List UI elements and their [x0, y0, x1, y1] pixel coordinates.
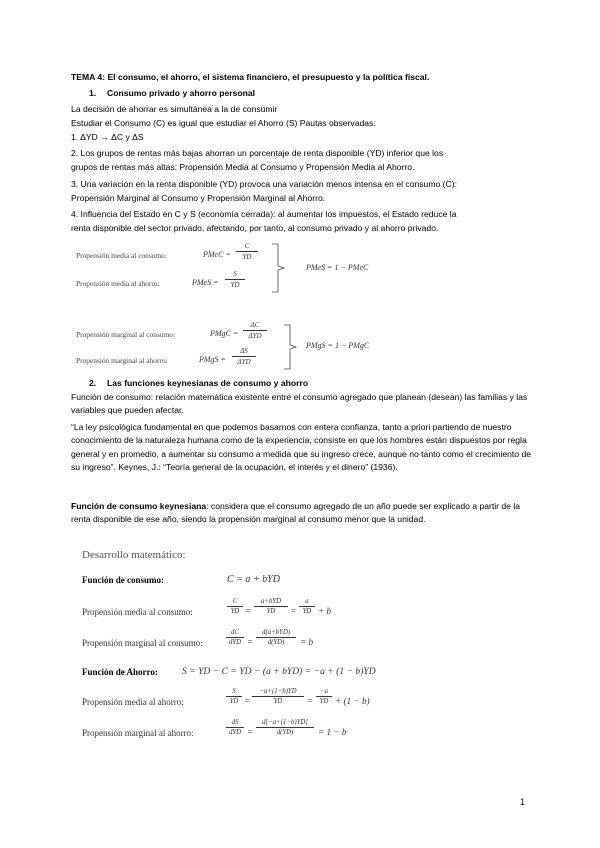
equals-sign: =	[247, 727, 254, 737]
pmes-fraction: S YD	[225, 270, 245, 289]
average-savings-label: Propensión media al ahorro:	[82, 697, 184, 707]
consumption-function-definition: Función de consumo: relación matemática existente entre el consumo agregado que planean (desean) las familias y las variables que pueden afectar.	[71, 392, 528, 416]
equals-sign: =	[307, 696, 314, 706]
paragraph-line: 3. Una variación en la renta disponible (YD) provoca una variación menos intensa en el consumo (C):	[71, 179, 457, 189]
equation-tail: + b	[318, 606, 332, 616]
fraction: dC dYD	[226, 629, 244, 646]
keynes-quote: “La ley psicológica fundamental en que podemos basarnos con entera confianza, tanto a priori partiendo de nuestro conocimiento de la naturaleza humana como de la experiencia, consiste en que los hombres están dispuestos por regla general y en promedio, a aumentar su consumo a medida que su ingreso crece, aunque no tanto como el crecimiento de su ingreso”. Keynes, J.: “Teoría general de la ocupación, el interés y el dinero” (1936).	[71, 422, 532, 473]
pmes-formula: PMeS =	[192, 278, 219, 287]
pmgs-fraction: ΔS ΔYD	[232, 347, 256, 366]
fraction: d[−a+(1−b)YD] d(YD)	[256, 719, 314, 736]
section-2-heading	[89, 377, 308, 390]
equals-sign: =	[244, 696, 251, 706]
paragraph-line: Estudiar el Consumo (C) es igual que estudiar el Ahorro (S) Pautas observadas:	[71, 118, 376, 128]
fraction: a YD	[299, 598, 315, 615]
pmgs-label: Propensión marginal al ahorro:	[76, 356, 168, 365]
keynesian-definition-term: Función de consumo keynesiana	[71, 501, 207, 511]
keynesian-definition	[71, 500, 541, 527]
section-2-number: 2.	[89, 378, 97, 388]
equals-sign: =	[290, 606, 297, 616]
pmes-result: PMeS = 1 − PMeC	[306, 263, 369, 272]
section-2-title: Las funciones keynesianas de consumo y ahorro	[107, 378, 309, 388]
equation-tail: + (1 − b)	[335, 696, 370, 706]
pmgc-formula: PMgC =	[210, 329, 239, 338]
marginal-savings-label: Propensión marginal al ahorro:	[82, 728, 194, 738]
pmgc-fraction: ΔC ΔYD	[243, 321, 267, 340]
paragraph-line: renta disponible del sector privado, afectando, por tanto, al consumo privado y al ahorro privado.	[71, 223, 439, 233]
section-1-number: 1.	[89, 88, 97, 98]
consumption-function-equation: C = a + bYD	[227, 574, 280, 585]
fraction: d(a+bYD) d(YD)	[256, 629, 296, 646]
keynesian-definition-text: : considera que el consumo agregado de un año puede ser explicado a partir de la renta disponible de ese año, siendo la propensión marginal al consumo menor que la unidad.	[71, 501, 521, 525]
paragraph-line: La decisión de ahorrar es simultánea a la de consumir	[71, 104, 278, 114]
equation-tail: = b	[300, 637, 314, 647]
paragraph-line: Propensión Marginal al Consumo y Propensión Marginal al Ahorro.	[71, 193, 326, 203]
savings-function-equation: S = YD − C = YD − (a + bYD) = −a + (1 − b)YD	[182, 666, 376, 677]
brace-icon	[270, 242, 288, 294]
page-title: TEMA 4: El consumo, el ahorro, el sistema financiero, el presupuesto y la política fiscal.	[71, 72, 430, 82]
fraction: a+bYD YD	[254, 598, 288, 615]
average-consumption-label: Propensión media al consumo:	[82, 607, 193, 617]
equals-sign: =	[245, 606, 252, 616]
fraction: −a YD	[316, 688, 332, 705]
page-number: 1	[520, 797, 526, 807]
pmes-label: Propensión media al ahorro:	[76, 279, 160, 288]
fraction: C YD	[227, 598, 243, 615]
equation-tail: = 1 − b	[318, 727, 347, 737]
paragraph-line: grupos de rentas más altas: Propensión Media al Consumo y Propensión Media al Ahorro.	[71, 162, 415, 172]
math-heading: Desarrollo matemático:	[82, 549, 186, 561]
pmgc-label: Propensión marginal al consumo:	[76, 330, 176, 339]
fraction: −a+(1−b)YD YD	[252, 688, 304, 705]
paragraph-line: 4. Influencia del Estado en C y S (economía cerrada): al aumentar los impuestos, el Estado reduce la	[71, 209, 457, 219]
pmec-formula: PMeC =	[203, 250, 231, 259]
fraction: S YD	[226, 688, 242, 705]
paragraph-line: 1. ΔYD → ΔC y ΔS	[71, 132, 144, 142]
pmgs-result: PMgS = 1 − PMgC	[306, 341, 370, 350]
equals-sign: =	[247, 637, 254, 647]
consumption-function-label: Función de consumo:	[82, 575, 165, 585]
section-1-title: Consumo privado y ahorro personal	[107, 88, 256, 98]
pmgs-formula: PMgS =	[199, 355, 226, 364]
marginal-consumption-label: Propensión marginal al consumo:	[82, 638, 203, 648]
savings-function-label: Función de Ahorro:	[82, 667, 158, 677]
section-1-heading	[89, 87, 255, 100]
pmec-label: Propensión media al consumo:	[76, 251, 167, 260]
pmec-fraction: C YD	[236, 242, 258, 261]
brace-icon	[282, 323, 300, 371]
fraction: dS dYD	[226, 719, 244, 736]
paragraph-line: 2. Los grupos de rentas más bajas ahorran un porcentaje de renta disponible (YD) inferior que los	[71, 148, 444, 158]
